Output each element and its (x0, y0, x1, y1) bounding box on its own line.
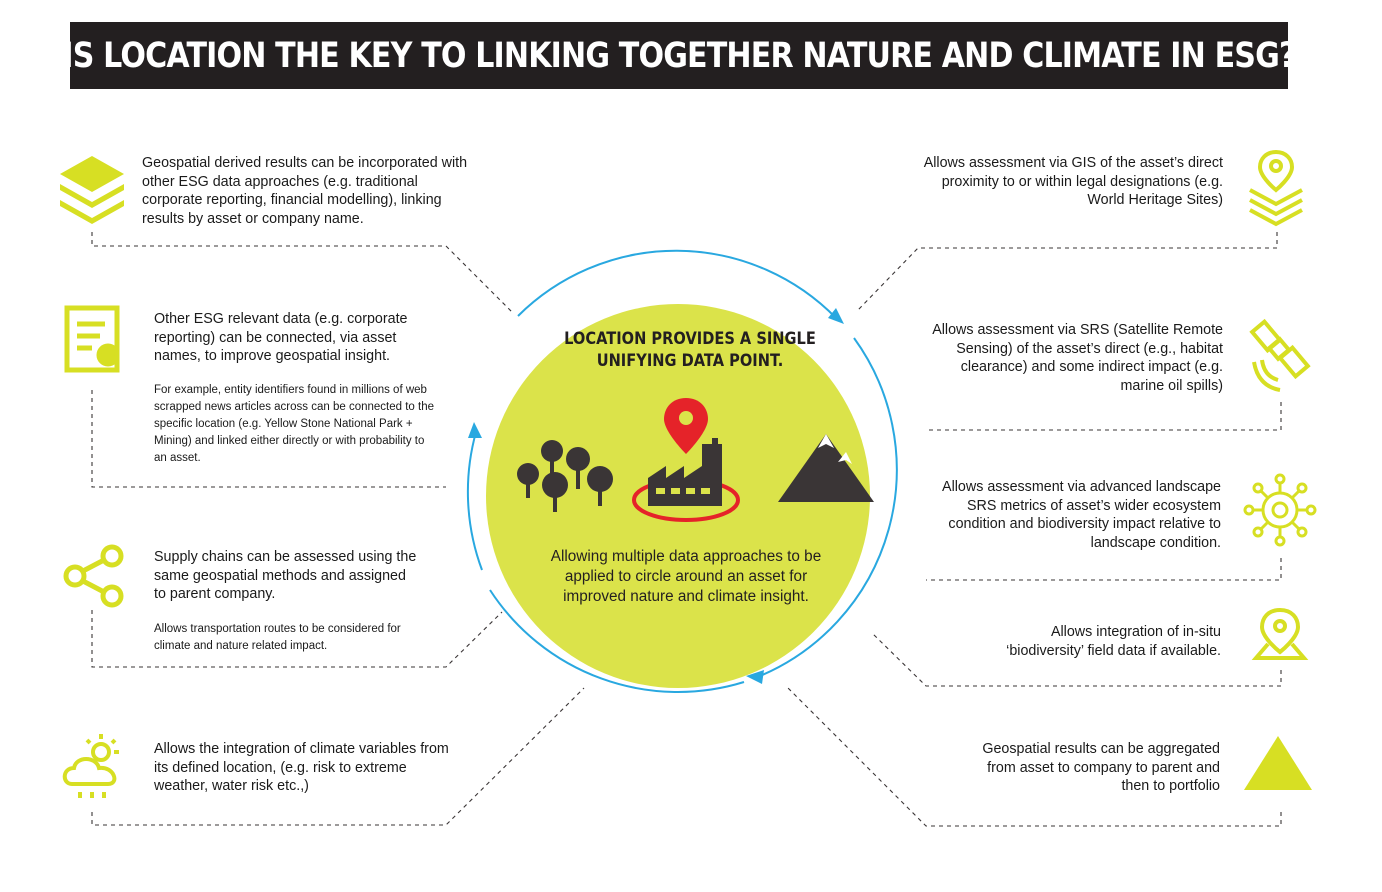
page-title: IS LOCATION THE KEY TO LINKING TOGETHER NATURE AND CLIMATE IN ESG? (62, 35, 1296, 76)
document-icon (67, 308, 117, 370)
ring-arrowhead-left (468, 422, 482, 438)
connector-left-1 (92, 232, 512, 312)
location-pin-icon (1256, 610, 1304, 658)
share-icon (66, 547, 121, 605)
right-item-5-text: Geospatial results can be aggregated from asset to company to parent and then to portfolio (982, 741, 1220, 794)
right-item-2-text: Allows assessment via SRS (Satellite Remote Sensing) of the asset’s direct (e.g., habitat clearance) and some indirect impact (e.g. marine oil spills) (932, 322, 1223, 394)
weather-icon (65, 734, 119, 798)
connector-right-1 (858, 232, 1277, 310)
triangle-icon (1244, 736, 1312, 790)
satellite-icon (1252, 322, 1308, 390)
left-item-2-text: Other ESG relevant data (e.g. corporate reporting) can be connected, via asset names, to improve geospatial insight. (154, 311, 408, 364)
right-item-3-text: Allows assessment via advanced landscape SRS metrics of asset’s wider ecosystem condition and biodiversity impact relative to landscape condition. (942, 479, 1221, 551)
left-item-2-note: For example, entity identifiers found in millions of web scrapped news articles across can be connected to the specific location (e.g. Yellow Stone National Park + Mining) and linked either directly or with probability to an asset. (154, 384, 434, 464)
ring-arrowhead-top (828, 308, 844, 324)
left-item-3-text: Supply chains can be assessed using the same geospatial methods and assigned to parent company. (154, 549, 417, 602)
connector-right-2 (926, 402, 1281, 430)
center-heading: LOCATION PROVIDES A SINGLE UNIFYING DATA POINT. (564, 329, 816, 371)
connector-right-3 (926, 558, 1281, 580)
center-body-text: Allowing multiple data approaches to be applied to circle around an asset for improved nature and climate insight. (550, 548, 822, 605)
network-gear-icon (1245, 475, 1315, 545)
left-item-4-text: Allows the integration of climate variables from its defined location, (e.g. risk to extreme weather, water risk etc.,) (154, 741, 449, 794)
left-item-1-text: Geospatial derived results can be incorporated with other ESG data approaches (e.g. traditional corporate reporting, financial modelling), linking results by asset or company name. (142, 155, 468, 227)
map-layers-pin-icon (1250, 152, 1302, 224)
left-item-3-note: Allows transportation routes to be considered for climate and nature related impact. (154, 623, 401, 652)
right-item-4-text: Allows integration of in-situ ‘biodiversity’ field data if available. (1006, 624, 1221, 659)
ring-arc-left (468, 432, 482, 570)
right-item-1-text: Allows assessment via GIS of the asset’s direct proximity to or within legal designations (e.g. World Heritage Sites) (923, 155, 1223, 208)
layers-icon (60, 156, 124, 224)
